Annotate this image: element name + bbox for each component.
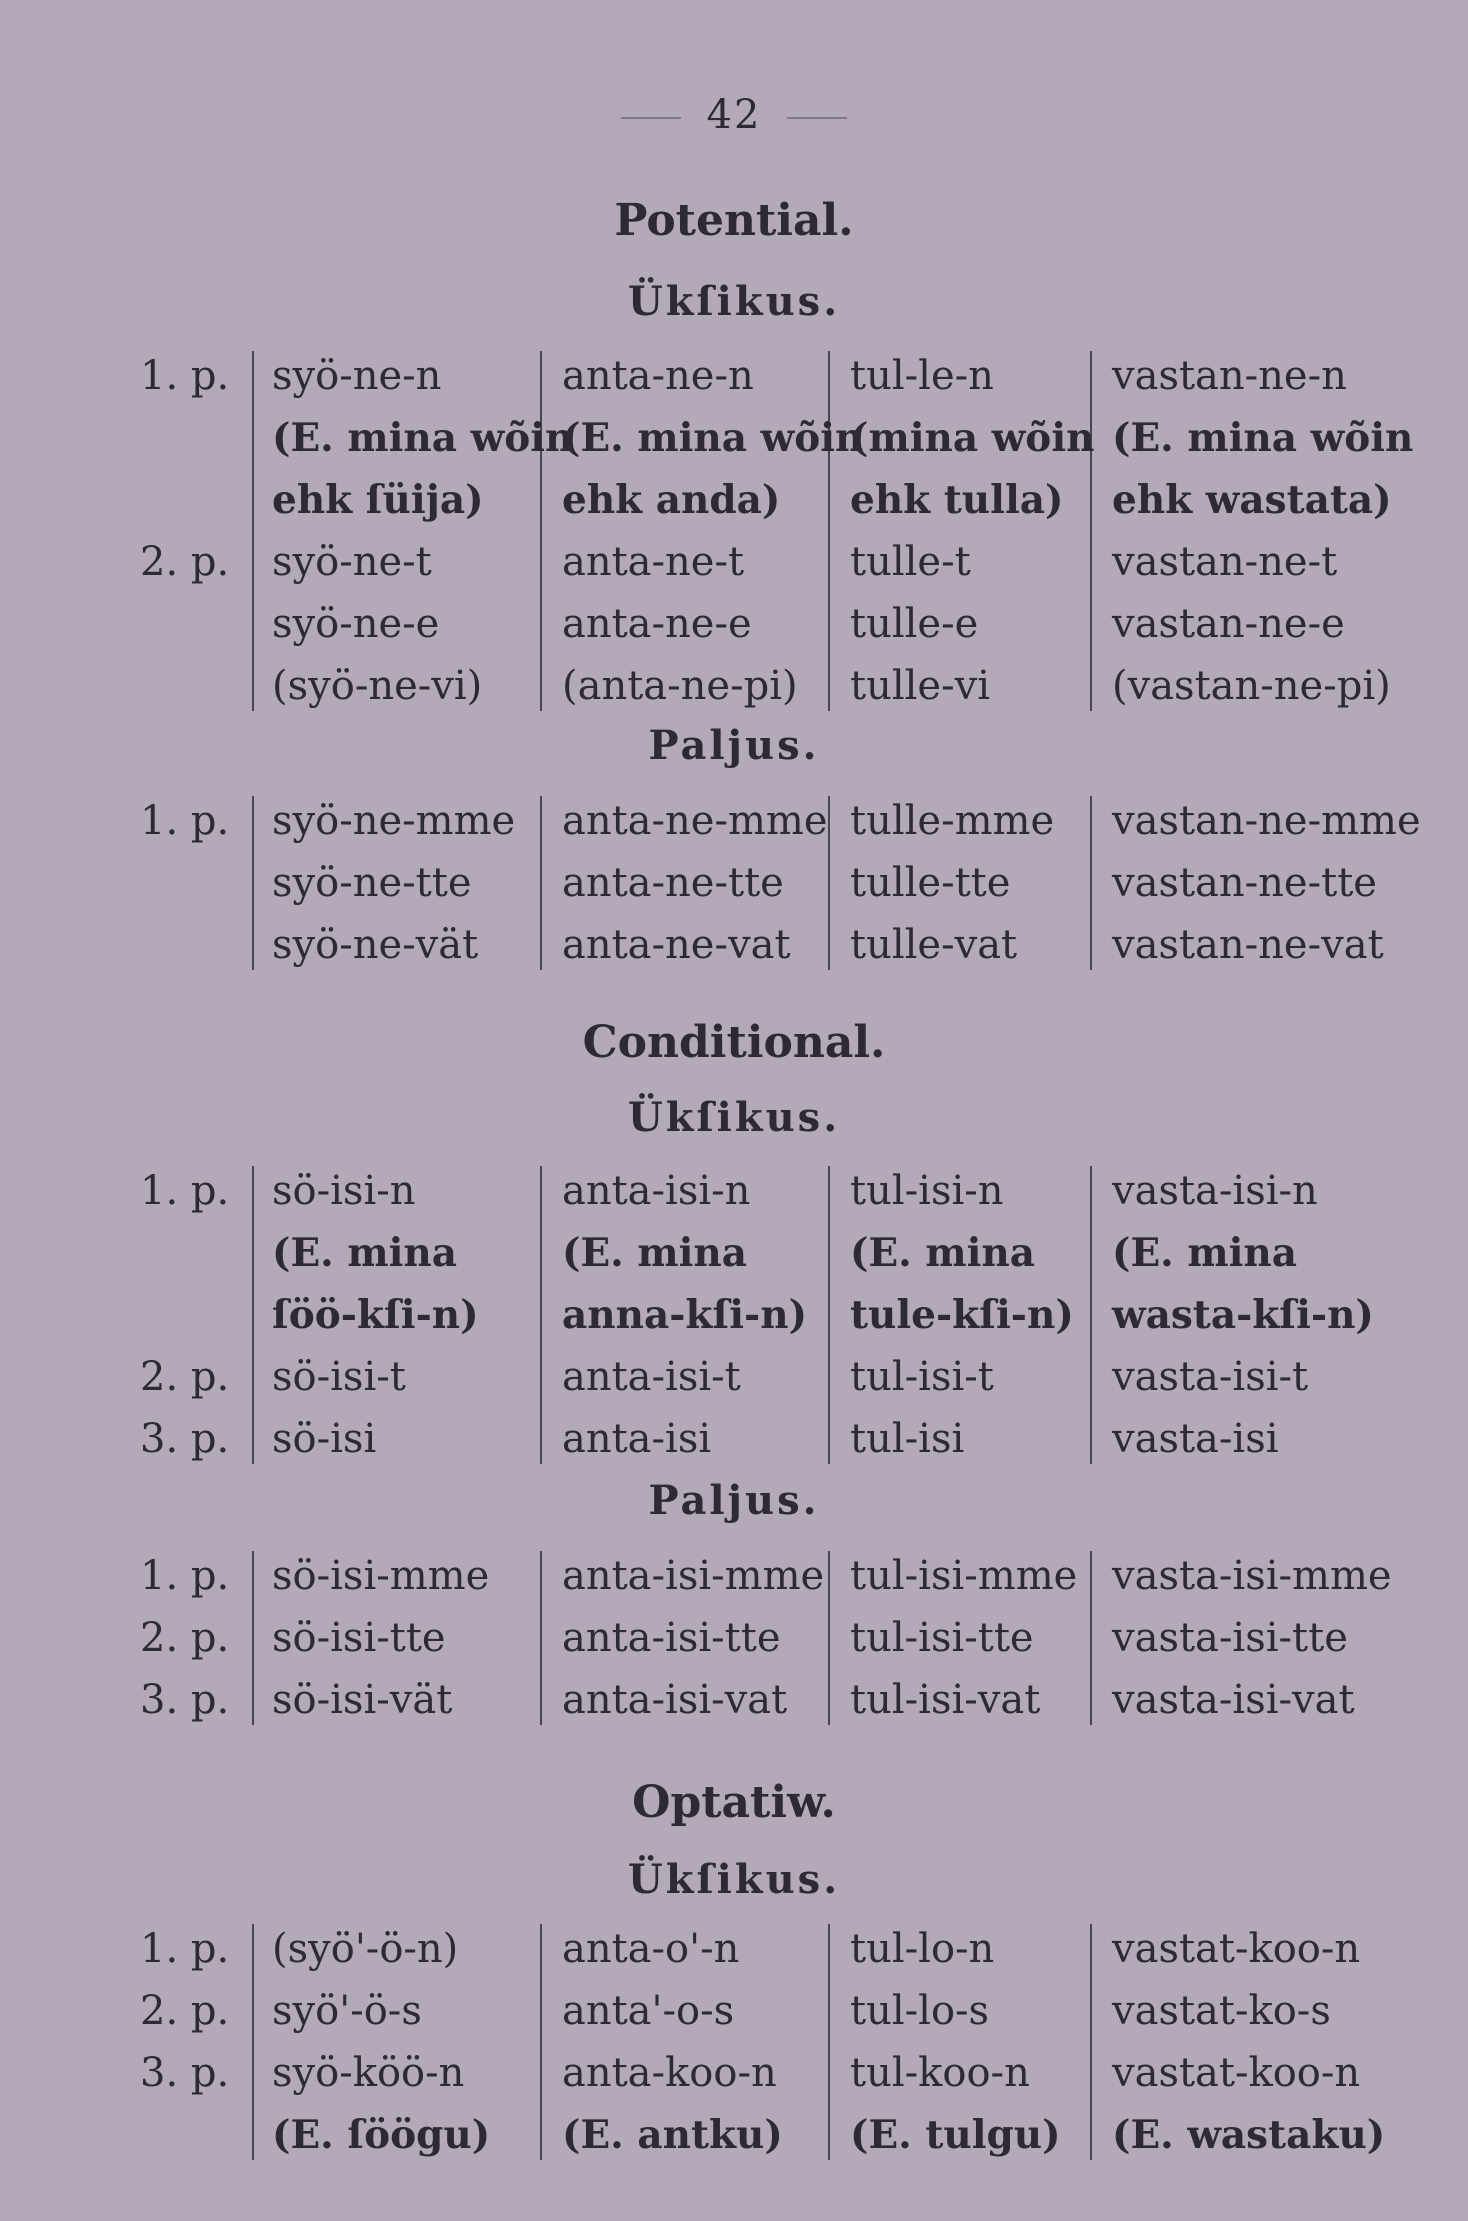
table-row (0, 1545, 1468, 1607)
verb-form-cell: (E. mina wõin (562, 415, 864, 461)
verb-form-cell: anta-isi (562, 1416, 712, 1462)
conjugation-block (0, 1545, 1468, 1731)
person-label: 1. p. (140, 1926, 230, 1972)
verb-form-cell: anta-koo-n (562, 2050, 777, 2096)
verb-form-cell: tul-isi (850, 1416, 965, 1462)
verb-form-cell: (E. tulgu) (850, 2112, 1061, 2158)
verb-form-cell: syö-ne-t (272, 539, 432, 585)
person-label: 3. p. (140, 1677, 230, 1723)
conjugation-block (0, 345, 1468, 717)
verb-form-cell: vastan-ne-vat (1112, 922, 1384, 968)
verb-form-cell: tul-isi-mme (850, 1553, 1078, 1599)
verb-form-cell: sö-isi-n (272, 1168, 416, 1214)
verb-form-cell: sö-isi-tte (272, 1615, 446, 1661)
verb-form-cell: (E. antku) (562, 2112, 783, 2158)
verb-form-cell: anta-ne-tte (562, 860, 784, 906)
verb-form-cell: anta-isi-vat (562, 1677, 788, 1723)
section-title: Potential. (614, 195, 854, 246)
person-label: 2. p. (140, 1354, 230, 1400)
verb-form-cell: ſöö-kſi-n) (272, 1292, 479, 1338)
verb-form-cell: anta-isi-n (562, 1168, 751, 1214)
verb-form-cell: tulle-vat (850, 922, 1018, 968)
verb-form-cell: vasta-isi-tte (1112, 1615, 1348, 1661)
person-label: 1. p. (140, 798, 230, 844)
table-row (0, 1918, 1468, 1980)
verb-form-cell: vasta-isi-n (1112, 1168, 1318, 1214)
person-label: 3. p. (140, 2050, 230, 2096)
verb-form-cell: (syö-ne-vi) (272, 663, 483, 709)
verb-form-cell: syö'-ö-s (272, 1988, 422, 2034)
verb-form-cell: tulle-e (850, 601, 979, 647)
verb-form-cell: tul-lo-s (850, 1988, 990, 2034)
verb-form-cell: vastan-ne-tte (1112, 860, 1377, 906)
verb-form-cell: vasta-isi-vat (1112, 1677, 1355, 1723)
verb-form-cell: anta-ne-e (562, 601, 752, 647)
verb-form-cell: sö-isi (272, 1416, 377, 1462)
verb-form-cell: (syö'-ö-n) (272, 1926, 459, 1972)
verb-form-cell: ehk wastata) (1112, 477, 1392, 523)
table-row (0, 1346, 1468, 1408)
conjugation-block (0, 790, 1468, 976)
verb-form-cell: syö-ne-e (272, 601, 440, 647)
verb-form-cell: tul-lo-n (850, 1926, 995, 1972)
table-row (0, 1160, 1468, 1222)
table-row (0, 914, 1468, 976)
verb-form-cell: vastat-ko-s (1112, 1988, 1331, 2034)
verb-form-cell: (E. mina (1112, 1230, 1298, 1276)
table-row (0, 469, 1468, 531)
page-number (0, 92, 1468, 138)
verb-form-cell: (E. mina wõin (272, 415, 574, 461)
verb-form-cell: anta-isi-mme (562, 1553, 825, 1599)
person-label: 2. p. (140, 1615, 230, 1661)
table-row (0, 1222, 1468, 1284)
verb-form-cell: tule-kſi-n) (850, 1292, 1074, 1338)
verb-form-cell: ehk ſüija) (272, 477, 484, 523)
person-label: 2. p. (140, 1988, 230, 2034)
verb-form-cell: anta-ne-mme (562, 798, 828, 844)
verb-form-cell: ehk tulla) (850, 477, 1064, 523)
table-row (0, 1980, 1468, 2042)
table-row (0, 852, 1468, 914)
verb-form-cell: anta-ne-n (562, 353, 754, 399)
verb-form-cell: tul-isi-t (850, 1354, 994, 1400)
verb-form-cell: (E. mina (562, 1230, 748, 1276)
person-label: 3. p. (140, 1416, 230, 1462)
conjugation-block (0, 1918, 1468, 2166)
verb-form-cell: vasta-isi-mme (1112, 1553, 1392, 1599)
verb-form-cell: vastan-ne-e (1112, 601, 1345, 647)
verb-form-cell: sö-isi-mme (272, 1553, 490, 1599)
table-row (0, 2104, 1468, 2166)
person-label: 1. p. (140, 353, 230, 399)
verb-form-cell: vastat-koo-n (1112, 2050, 1361, 2096)
table-row (0, 2042, 1468, 2104)
verb-form-cell: ehk anda) (562, 477, 781, 523)
verb-form-cell: syö-ne-mme (272, 798, 516, 844)
conjugation-block (0, 1160, 1468, 1470)
section-title: Optatiw. (632, 1777, 836, 1828)
table-row (0, 593, 1468, 655)
verb-form-cell: vasta-isi (1112, 1416, 1279, 1462)
table-row (0, 531, 1468, 593)
verb-form-cell: anta-isi-tte (562, 1615, 781, 1661)
verb-form-cell: syö-ne-tte (272, 860, 472, 906)
verb-form-cell: vastan-ne-t (1112, 539, 1338, 585)
person-label: 1. p. (140, 1553, 230, 1599)
verb-form-cell: vasta-isi-t (1112, 1354, 1309, 1400)
verb-form-cell: sö-isi-vät (272, 1677, 453, 1723)
verb-form-cell: tul-le-n (850, 353, 994, 399)
number-label: Paljus. (648, 1477, 820, 1524)
verb-form-cell: anta-o'-n (562, 1926, 740, 1972)
verb-form-cell: anta-ne-vat (562, 922, 791, 968)
verb-form-cell: tul-isi-tte (850, 1615, 1034, 1661)
table-row (0, 1669, 1468, 1731)
verb-form-cell: tul-koo-n (850, 2050, 1030, 2096)
verb-form-cell: tulle-tte (850, 860, 1011, 906)
verb-form-cell: anta'-o-s (562, 1988, 735, 2034)
verb-form-cell: tulle-vi (850, 663, 990, 709)
number-label: Ükſikus. (627, 1094, 841, 1141)
table-row (0, 1408, 1468, 1470)
verb-form-cell: tul-isi-vat (850, 1677, 1041, 1723)
page-number-dash-right (787, 117, 847, 119)
number-label: Paljus. (648, 722, 820, 769)
verb-form-cell: syö-ne-vät (272, 922, 479, 968)
verb-form-cell: (E. wastaku) (1112, 2112, 1386, 2158)
verb-form-cell: (E. mina wõin (1112, 415, 1414, 461)
verb-form-cell: vastan-ne-mme (1112, 798, 1421, 844)
verb-form-cell: tul-isi-n (850, 1168, 1004, 1214)
verb-form-cell: wasta-kſi-n) (1112, 1292, 1374, 1338)
table-row (0, 407, 1468, 469)
verb-form-cell: tulle-t (850, 539, 971, 585)
verb-form-cell: anta-isi-t (562, 1354, 741, 1400)
person-label: 2. p. (140, 539, 230, 585)
number-label: Ükſikus. (627, 1856, 841, 1903)
page-number-text: 42 (706, 92, 762, 138)
table-row (0, 790, 1468, 852)
verb-form-cell: vastan-ne-n (1112, 353, 1347, 399)
verb-form-cell: syö-ne-n (272, 353, 442, 399)
verb-form-cell: (E. mina (272, 1230, 458, 1276)
verb-form-cell: (anta-ne-pi) (562, 663, 798, 709)
page-number-dash-left (621, 117, 681, 119)
table-row (0, 1607, 1468, 1669)
person-label: 1. p. (140, 1168, 230, 1214)
verb-form-cell: sö-isi-t (272, 1354, 406, 1400)
verb-form-cell: tulle-mme (850, 798, 1055, 844)
section-title: Conditional. (582, 1017, 886, 1068)
verb-form-cell: (E. ſöögu) (272, 2112, 491, 2158)
verb-form-cell: anta-ne-t (562, 539, 745, 585)
verb-form-cell: syö-köö-n (272, 2050, 465, 2096)
table-row (0, 345, 1468, 407)
table-row (0, 655, 1468, 717)
verb-form-cell: (mina wõin (850, 415, 1095, 461)
table-row (0, 1284, 1468, 1346)
verb-form-cell: (vastan-ne-pi) (1112, 663, 1391, 709)
verb-form-cell: (E. mina (850, 1230, 1036, 1276)
number-label: Ükſikus. (627, 278, 841, 325)
verb-form-cell: anna-kſi-n) (562, 1292, 808, 1338)
verb-form-cell: vastat-koo-n (1112, 1926, 1361, 1972)
